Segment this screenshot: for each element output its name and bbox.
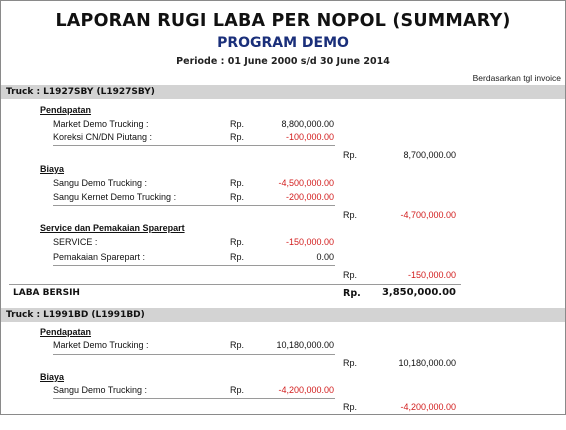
line-item-amount: 10,180,000.00	[276, 340, 334, 350]
currency-label: Rp.	[230, 119, 245, 129]
subtotal-amount: -150,000.00	[407, 270, 456, 280]
subtotal-amount: -4,700,000.00	[400, 210, 456, 220]
line-item-label: Pemakaian Sparepart :	[53, 252, 146, 262]
line-item-label: Market Demo Trucking :	[53, 119, 149, 129]
report-period: Periode : 01 June 2000 s/d 30 June 2014	[176, 56, 390, 67]
line-item-amount: -4,200,000.00	[278, 385, 334, 395]
currency-label: Rp.	[230, 192, 245, 202]
line-item-amount: 0.00	[316, 252, 334, 262]
currency-label: Rp.	[230, 385, 245, 395]
basis-note: Berdasarkan tgl invoice	[472, 73, 561, 83]
line-item-label: Market Demo Trucking :	[53, 340, 149, 350]
report-subtitle: PROGRAM DEMO	[217, 35, 349, 51]
currency-label: Rp.	[230, 252, 245, 262]
currency-label: Rp.	[343, 358, 358, 368]
divider-line	[53, 265, 335, 266]
section-pendapatan: Pendapatan	[40, 105, 92, 115]
subtotal-amount: 8,700,000.00	[403, 150, 456, 160]
currency-label: Rp.	[230, 237, 245, 247]
subtotal-amount: -4,200,000.00	[400, 402, 456, 412]
line-item-amount: -200,000.00	[285, 192, 334, 202]
net-profit-amount: 3,850,000.00	[381, 287, 456, 298]
currency-label: Rp.	[230, 340, 245, 350]
section-biaya: Biaya	[40, 164, 65, 174]
currency-label: Rp.	[343, 150, 358, 160]
currency-label: Rp.	[230, 132, 245, 142]
line-item-label: Sangu Demo Trucking :	[53, 385, 148, 395]
currency-label: Rp.	[230, 178, 245, 188]
line-item-amount: -150,000.00	[285, 237, 334, 247]
currency-label: Rp.	[343, 270, 358, 280]
line-item-label: Sangu Kernet Demo Trucking :	[53, 192, 177, 202]
currency-label: Rp.	[343, 402, 358, 412]
net-profit-label: LABA BERSIH	[13, 288, 80, 298]
currency-label: Rp.	[343, 210, 358, 220]
truck-header: Truck : L1927SBY (L1927SBY)	[1, 85, 565, 99]
divider-line	[53, 205, 335, 206]
line-item-label: Koreksi CN/DN Piutang :	[53, 132, 153, 142]
report-title: LAPORAN RUGI LABA PER NOPOL (SUMMARY)	[55, 11, 511, 31]
line-item-amount: 8,800,000.00	[281, 119, 334, 129]
section-biaya: Biaya	[40, 372, 65, 382]
divider-line	[53, 398, 335, 399]
divider-line	[53, 354, 335, 355]
line-item-label: SERVICE :	[53, 237, 98, 247]
subtotal-amount: 10,180,000.00	[398, 358, 456, 368]
net-profit-currency: Rp.	[343, 288, 361, 299]
line-item-amount: -4,500,000.00	[278, 178, 334, 188]
truck-header: Truck : L1991BD (L1991BD)	[1, 308, 565, 322]
line-item-amount: -100,000.00	[285, 132, 334, 142]
section-pendapatan: Pendapatan	[40, 327, 92, 337]
line-item-label: Sangu Demo Trucking :	[53, 178, 148, 188]
section-service-sparepart: Service dan Pemakaian Sparepart	[40, 223, 185, 233]
divider-line	[9, 284, 461, 285]
divider-line	[53, 145, 335, 146]
